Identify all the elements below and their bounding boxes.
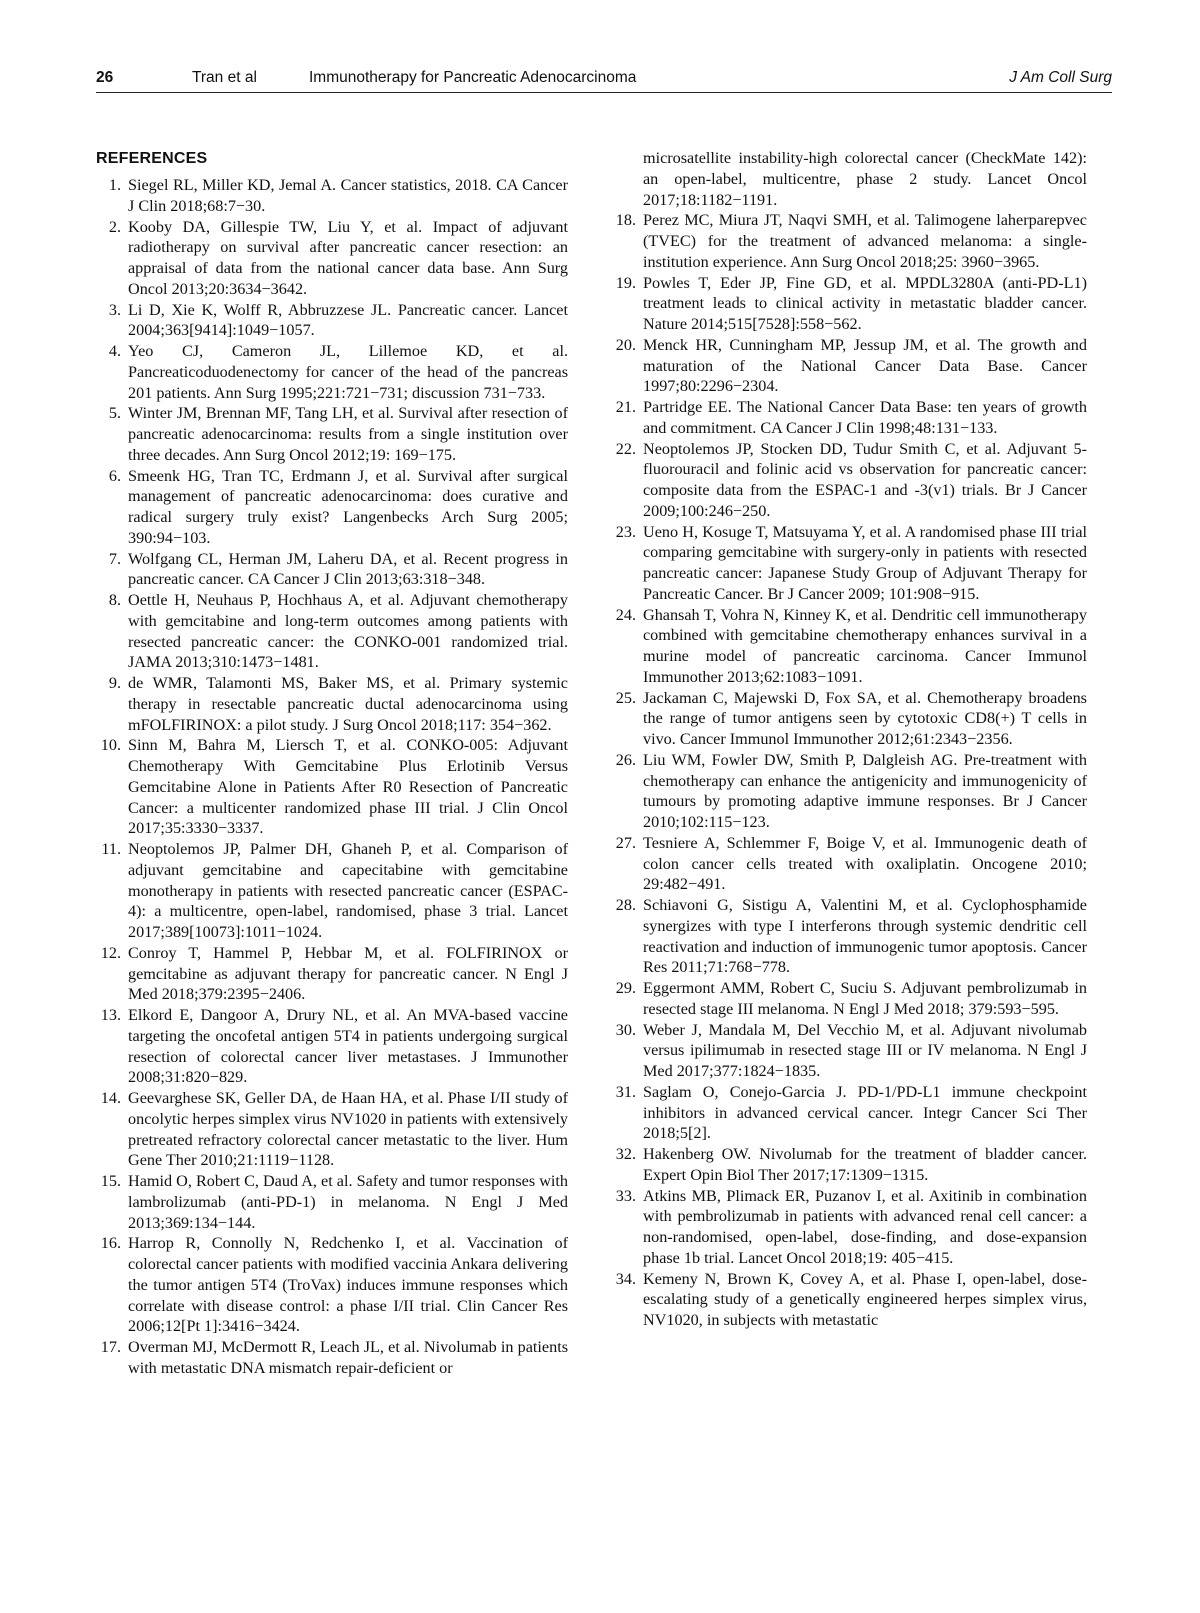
reference-text: Neoptolemos JP, Palmer DH, Ghaneh P, et al. Comparison of adjuvant gemcitabine and capecitabine with gemcitabine monotherapy in patients with resected pancreatic cancer (ESPAC-4): a multicentre, open-label, randomised, phase 3 trial. Lancet 2017;389[10073]:1011−1024. — [128, 840, 568, 941]
reference-text: Kemeny N, Brown K, Covey A, et al. Phase I, open-label, dose-escalating study of a genetically engineered herpes simplex virus, NV1020, in subjects with metastatic — [643, 1269, 1087, 1329]
reference-number: 17. — [100, 1338, 121, 1356]
reference-number: 21. — [615, 398, 636, 416]
reference-number: 18. — [615, 211, 636, 230]
reference-text: Schiavoni G, Sistigu A, Valentini M, et al. Cyclophosphamide synergizes with type I interferons through systemic dendritic cell reactivation and induction of immunogenic tumor apoptosis. Cancer Res 2011;71:768−778. — [643, 896, 1087, 977]
reference-number: 20. — [615, 335, 636, 354]
reference-continuation: microsatellite instability-high colorectal cancer (CheckMate 142): an open-label, multicentre, phase 2 study. Lancet Oncol 2017;18:1182−1191. — [643, 149, 1087, 209]
reference-item — [96, 466, 568, 549]
running-header — [96, 64, 1112, 93]
reference-text: Weber J, Mandala M, Del Vecchio M, et al. Adjuvant nivolumab versus ipilimumab in resected stage III or IV melanoma. N Engl J Med 2017;377:1824−1835. — [643, 1020, 1087, 1080]
reference-text: Yeo CJ, Cameron JL, Lillemoe KD, et al. Pancreaticoduodenectomy for cancer of the head of the pancreas 201 patients. Ann Surg 1995;221:721−731; discussion 731−733. — [128, 342, 568, 402]
reference-item — [611, 688, 1087, 750]
reference-number: 3. — [108, 300, 121, 319]
reference-number: 26. — [615, 750, 636, 769]
page-number: 26 — [96, 69, 114, 86]
reference-item — [96, 1337, 568, 1379]
reference-number: 14. — [100, 1089, 121, 1107]
reference-number: 34. — [615, 1269, 636, 1288]
reference-text: Partridge EE. The National Cancer Data Base: ten years of growth and commitment. CA Cancer J Clin 1998;48:131−133. — [643, 398, 1087, 437]
reference-item — [96, 839, 568, 943]
reference-item — [96, 1005, 568, 1088]
reference-item — [96, 673, 568, 735]
reference-number: 24. — [615, 605, 636, 624]
reference-item — [96, 1088, 568, 1171]
reference-item — [611, 273, 1087, 335]
reference-number: 11. — [101, 840, 121, 858]
reference-number: 2. — [108, 217, 121, 236]
reference-text: Oettle H, Neuhaus P, Hochhaus A, et al. Adjuvant chemotherapy with gemcitabine and long-term outcomes among patients with resected pancreatic cancer: the CONKO-001 randomized trial. JAMA 2013;310:1473−1481. — [128, 591, 568, 672]
reference-item — [96, 341, 568, 403]
reference-item — [96, 735, 568, 839]
reference-number: 6. — [108, 466, 121, 485]
reference-text: Hamid O, Robert C, Daud A, et al. Safety and tumor responses with lambrolizumab (anti-PD-1) in melanoma. N Engl J Med 2013;369:134−144. — [128, 1172, 568, 1232]
reference-text: Kooby DA, Gillespie TW, Liu Y, et al. Impact of adjuvant radiotherapy on survival after pancreatic cancer resection: an appraisal of data from the national cancer data base. Ann Surg Oncol 2013;20:3634−3642. — [128, 217, 568, 298]
reference-item — [611, 605, 1087, 688]
reference-number: 16. — [100, 1234, 121, 1253]
reference-item — [96, 549, 568, 591]
reference-text: Smeenk HG, Tran TC, Erdmann J, et al. Survival after surgical management of pancreatic adenocarcinoma: does curative and radical surgery truly exist? Langenbecks Arch Surg 2005; 390:94−103. — [128, 466, 568, 547]
reference-number: 5. — [108, 404, 121, 423]
references-right-column — [611, 148, 1087, 1331]
references-heading: REFERENCES — [96, 150, 208, 167]
reference-text: Overman MJ, McDermott R, Leach JL, et al. Nivolumab in patients with metastatic DNA mismatch repair-deficient or — [128, 1338, 568, 1377]
reference-item — [611, 522, 1087, 605]
reference-text: Ghansah T, Vohra N, Kinney K, et al. Dendritic cell immunotherapy combined with gemcitabine chemotherapy enhances survival in a murine model of pancreatic carcinoma. Cancer Immunol Immunother 2013;62:1083−1091. — [643, 605, 1087, 686]
reference-item — [96, 943, 568, 1005]
reference-number: 31. — [615, 1082, 636, 1101]
reference-text: Powles T, Eder JP, Fine GD, et al. MPDL3280A (anti-PD-L1) treatment leads to clinical activity in metastatic bladder cancer. Nature 2014;515[7528]:558−562. — [643, 273, 1087, 333]
reference-item — [611, 1186, 1087, 1269]
reference-text: Conroy T, Hammel P, Hebbar M, et al. FOLFIRINOX or gemcitabine as adjuvant therapy for pancreatic cancer. N Engl J Med 2018;379:2395−2406. — [128, 943, 568, 1004]
reference-item — [96, 1233, 568, 1337]
reference-text: Eggermont AMM, Robert C, Suciu S. Adjuvant pembrolizumab in resected stage III melanoma. N Engl J Med 2018; 379:593−595. — [643, 979, 1087, 1018]
reference-number: 7. — [108, 549, 121, 568]
reference-number: 29. — [615, 979, 636, 997]
reference-item — [611, 335, 1087, 397]
reference-number: 25. — [615, 688, 636, 707]
reference-item — [96, 175, 568, 217]
reference-item — [96, 403, 568, 465]
reference-item — [611, 1082, 1087, 1144]
reference-text: Harrop R, Connolly N, Redchenko I, et al. Vaccination of colorectal cancer patients with modified vaccinia Ankara delivering the tumor antigen 5T4 (TroVax) induces immune responses which correlate with disease control: a phase I/II trial. Clin Cancer Res 2006;12[Pt 1]:3416−3424. — [128, 1234, 568, 1336]
reference-item — [96, 300, 568, 342]
reference-item — [96, 217, 568, 300]
reference-number: 12. — [100, 943, 121, 962]
reference-text: Hakenberg OW. Nivolumab for the treatment of bladder cancer. Expert Opin Biol Ther 2017;17:1309−1315. — [643, 1145, 1087, 1184]
reference-text: Winter JM, Brennan MF, Tang LH, et al. Survival after resection of pancreatic adenocarcinoma: results from a single institution over three decades. Ann Surg Oncol 2012;19: 169−175. — [128, 404, 568, 464]
reference-text: Sinn M, Bahra M, Liersch T, et al. CONKO-005: Adjuvant Chemotherapy With Gemcitabine Plus Erlotinib Versus Gemcitabine Alone in Patients After R0 Resection of Pancreatic Cancer: a multicenter randomized phase III trial. J Clin Oncol 2017;35:3330−3337. — [128, 736, 568, 838]
reference-item — [611, 439, 1087, 522]
running-authors: Tran et al — [192, 69, 257, 86]
reference-item — [611, 833, 1087, 895]
reference-number: 1. — [108, 176, 121, 194]
reference-item — [611, 1020, 1087, 1082]
reference-number: 23. — [615, 522, 636, 541]
reference-item — [611, 1144, 1087, 1186]
reference-number: 32. — [615, 1145, 636, 1163]
running-title: Immunotherapy for Pancreatic Adenocarcinoma — [309, 69, 637, 86]
reference-number: 28. — [615, 896, 636, 914]
reference-number: 22. — [615, 439, 636, 458]
reference-item — [96, 590, 568, 673]
reference-text: Elkord E, Dangoor A, Drury NL, et al. An MVA-based vaccine targeting the oncofetal antigen 5T4 in patients undergoing surgical resection of colorectal cancer liver metastases. J Immunother 2008;31:820−829. — [128, 1006, 568, 1087]
reference-number: 13. — [100, 1006, 121, 1024]
reference-number: 15. — [100, 1172, 121, 1190]
reference-number: 30. — [615, 1020, 636, 1039]
reference-item — [611, 1269, 1087, 1331]
reference-item — [611, 895, 1087, 978]
reference-number: 9. — [108, 674, 121, 692]
reference-number: 27. — [615, 833, 636, 852]
journal-name: J Am Coll Surg — [1009, 69, 1112, 86]
reference-text: Jackaman C, Majewski D, Fox SA, et al. Chemotherapy broadens the range of tumor antigens seen by cytotoxic CD8(+) T cells in vivo. Cancer Immunol Immunother 2012;61:2343−2356. — [643, 688, 1087, 748]
reference-number: 4. — [108, 342, 121, 360]
reference-item — [611, 210, 1087, 272]
reference-text: Tesniere A, Schlemmer F, Boige V, et al. Immunogenic death of colon cancer cells treated with oxaliplatin. Oncogene 2010; 29:482−491. — [643, 833, 1087, 894]
reference-text: Perez MC, Miura JT, Naqvi SMH, et al. Talimogene laherparepvec (TVEC) for the treatment of advanced melanoma: a single-institution experience. Ann Surg Oncol 2018;25: 3960−3965. — [643, 211, 1087, 271]
reference-item — [611, 397, 1087, 439]
reference-text: Siegel RL, Miller KD, Jemal A. Cancer statistics, 2018. CA Cancer J Clin 2018;68:7−30. — [128, 176, 568, 215]
reference-text: Menck HR, Cunningham MP, Jessup JM, et al. The growth and maturation of the National Cancer Data Base. Cancer 1997;80:2296−2304. — [643, 335, 1087, 396]
reference-text: Geevarghese SK, Geller DA, de Haan HA, et al. Phase I/II study of oncolytic herpes simplex virus NV1020 in patients with extensively pretreated refractory colorectal cancer metastatic to the liver. Hum Gene Ther 2010;21:1119−1128. — [128, 1089, 568, 1170]
references-left-column — [96, 175, 568, 1379]
reference-item — [611, 750, 1087, 833]
reference-number: 19. — [615, 273, 636, 292]
reference-number: 33. — [615, 1186, 636, 1205]
reference-text: Saglam O, Conejo-Garcia J. PD-1/PD-L1 immune checkpoint inhibitors in advanced cervical cancer. Integr Cancer Sci Ther 2018;5[2]. — [643, 1082, 1087, 1143]
reference-text: Ueno H, Kosuge T, Matsuyama Y, et al. A randomised phase III trial comparing gemcitabine with surgery-only in patients with resected pancreatic cancer: Japanese Study Group of Adjuvant Therapy for Pancreatic Cancer. Br J Cancer 2009; 101:908−915. — [643, 522, 1087, 603]
reference-text: Neoptolemos JP, Stocken DD, Tudur Smith C, et al. Adjuvant 5-fluorouracil and folinic acid vs observation for pancreatic cancer: composite data from the ESPAC-1 and -3(v1) trials. Br J Cancer 2009;100:246−250. — [643, 439, 1087, 520]
reference-text: Atkins MB, Plimack ER, Puzanov I, et al. Axitinib in combination with pembrolizumab in patients with advanced renal cell cancer: a non-randomised, open-label, dose-finding, and dose-expansion phase 1b trial. Lancet Oncol 2018;19: 405−415. — [643, 1186, 1087, 1267]
reference-text: Wolfgang CL, Herman JM, Laheru DA, et al. Recent progress in pancreatic cancer. CA Cancer J Clin 2013;63:318−348. — [128, 549, 568, 589]
reference-text: Liu WM, Fowler DW, Smith P, Dalgleish AG. Pre-treatment with chemotherapy can enhance the antigenicity and immunogenicity of tumours by promoting adaptive immune responses. Br J Cancer 2010;102:115−123. — [643, 750, 1087, 831]
reference-item — [96, 1171, 568, 1233]
reference-item — [611, 978, 1087, 1020]
reference-number: 10. — [100, 736, 121, 755]
reference-number: 8. — [108, 591, 121, 609]
reference-text: de WMR, Talamonti MS, Baker MS, et al. Primary systemic therapy in resectable pancreatic ductal adenocarcinoma using mFOLFIRINOX: a pilot study. J Surg Oncol 2018;117: 354−362. — [128, 674, 568, 734]
reference-text: Li D, Xie K, Wolff R, Abbruzzese JL. Pancreatic cancer. Lancet 2004;363[9414]:1049−1057. — [128, 300, 568, 340]
